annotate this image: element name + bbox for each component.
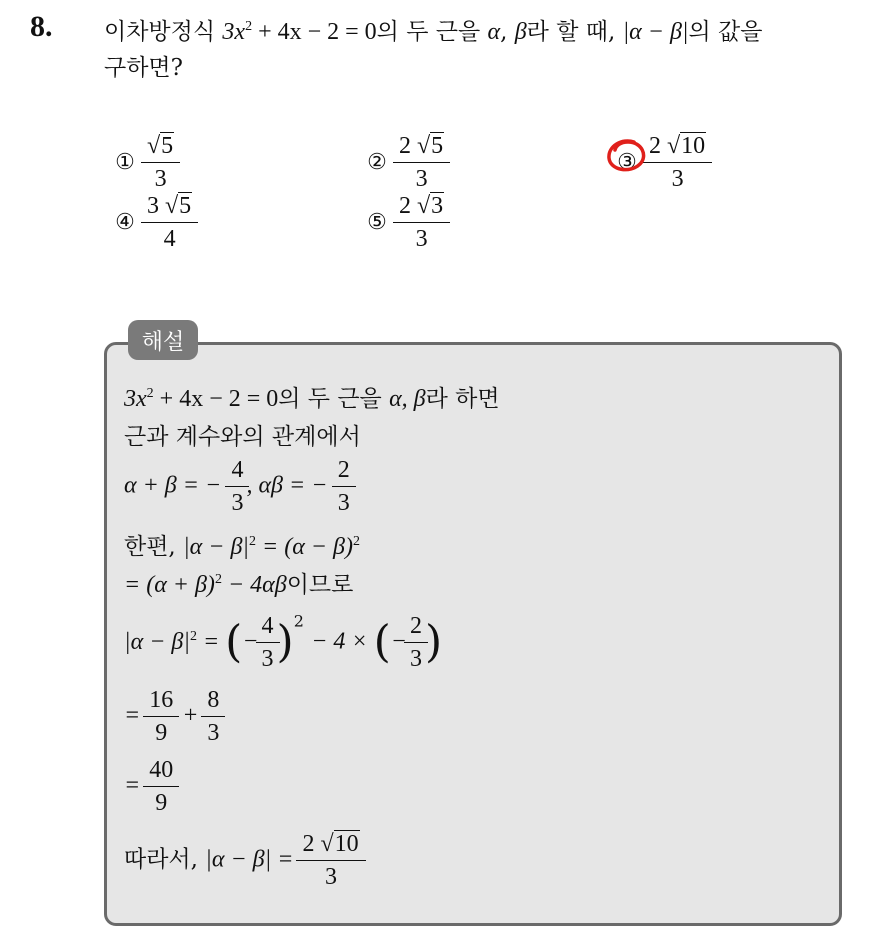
choice-5-label: ⑤ [367, 210, 387, 235]
choice-5-fraction: $\frac{2 √3}{3}$ [396, 192, 447, 253]
q-mid2: 라 할 때, [526, 19, 616, 45]
solution-line-3: α + β = − $\frac{4}{3}$ , αβ = − $\frac{2}{3}$ [124, 456, 353, 517]
choice-3-label: ③ [617, 150, 637, 175]
solution-line-6: $|\alpha - \beta|^2$ = (− $\frac{4}{3}$ )$^2$ − 4 × (− $\frac{2}{3}$ ) [124, 611, 443, 672]
choice-3-fraction: $\frac{2 √10}{3}$ [646, 132, 709, 193]
choice-2-label: ② [367, 150, 387, 175]
q-beta: β [514, 19, 527, 45]
choice-1[interactable] [106, 132, 177, 193]
answer-circle-mark-icon [604, 136, 652, 176]
solution-tag: 해설 [128, 320, 198, 360]
solution-line-7: = $\frac{16}{9}$ + $\frac{8}{3}$ [124, 686, 222, 747]
q-end: 의 값을 [688, 19, 763, 45]
q-mid: 의 두 근을 [376, 19, 481, 45]
choice-4[interactable] [106, 192, 195, 253]
solution-line-4: 한편, $|\alpha - \beta|^2 = (\alpha - \beta)^2$ [124, 534, 360, 560]
q-alpha: α [487, 19, 501, 45]
question-text: 이차방정식 $3x^2 + 4x - 2 = 0$의 두 근을 α, β라 할 때, |α − β|의 값을 구하면? [104, 19, 763, 81]
solution-line-8: = $\frac{40}{9}$ [124, 756, 176, 817]
choice-1-label: ① [115, 150, 135, 175]
choice-1-fraction: $\frac{√5}{3}$ [144, 132, 177, 193]
solution-line-5: = $(\alpha + \beta)^2 - 4\alpha\beta$이므로 [124, 572, 354, 598]
solution-line-9: 따라서, |α − β| = $\frac{2 √10}{3}$ [124, 830, 363, 891]
solution-line-1: $3x^2 + 4x - 2 = 0$의 두 근을 α, β라 하면 [124, 386, 500, 412]
q-line2: 구하면? [104, 55, 183, 81]
q-abs-expr: |α − β| [622, 19, 689, 45]
question-number: 8. [30, 10, 53, 43]
q-equation: $3x^2 + 4x - 2 = 0$ [222, 19, 377, 45]
solution-line-2: 근과 계수와의 관계에서 [124, 424, 361, 450]
q-prefix: 이차방정식 [104, 19, 216, 45]
choice-4-fraction: $\frac{3 √5}{4}$ [144, 192, 195, 253]
choice-5[interactable] [358, 192, 447, 253]
choice-2[interactable] [358, 132, 447, 193]
choice-4-label: ④ [115, 210, 135, 235]
choice-2-fraction: $\frac{2 √5}{3}$ [396, 132, 447, 193]
